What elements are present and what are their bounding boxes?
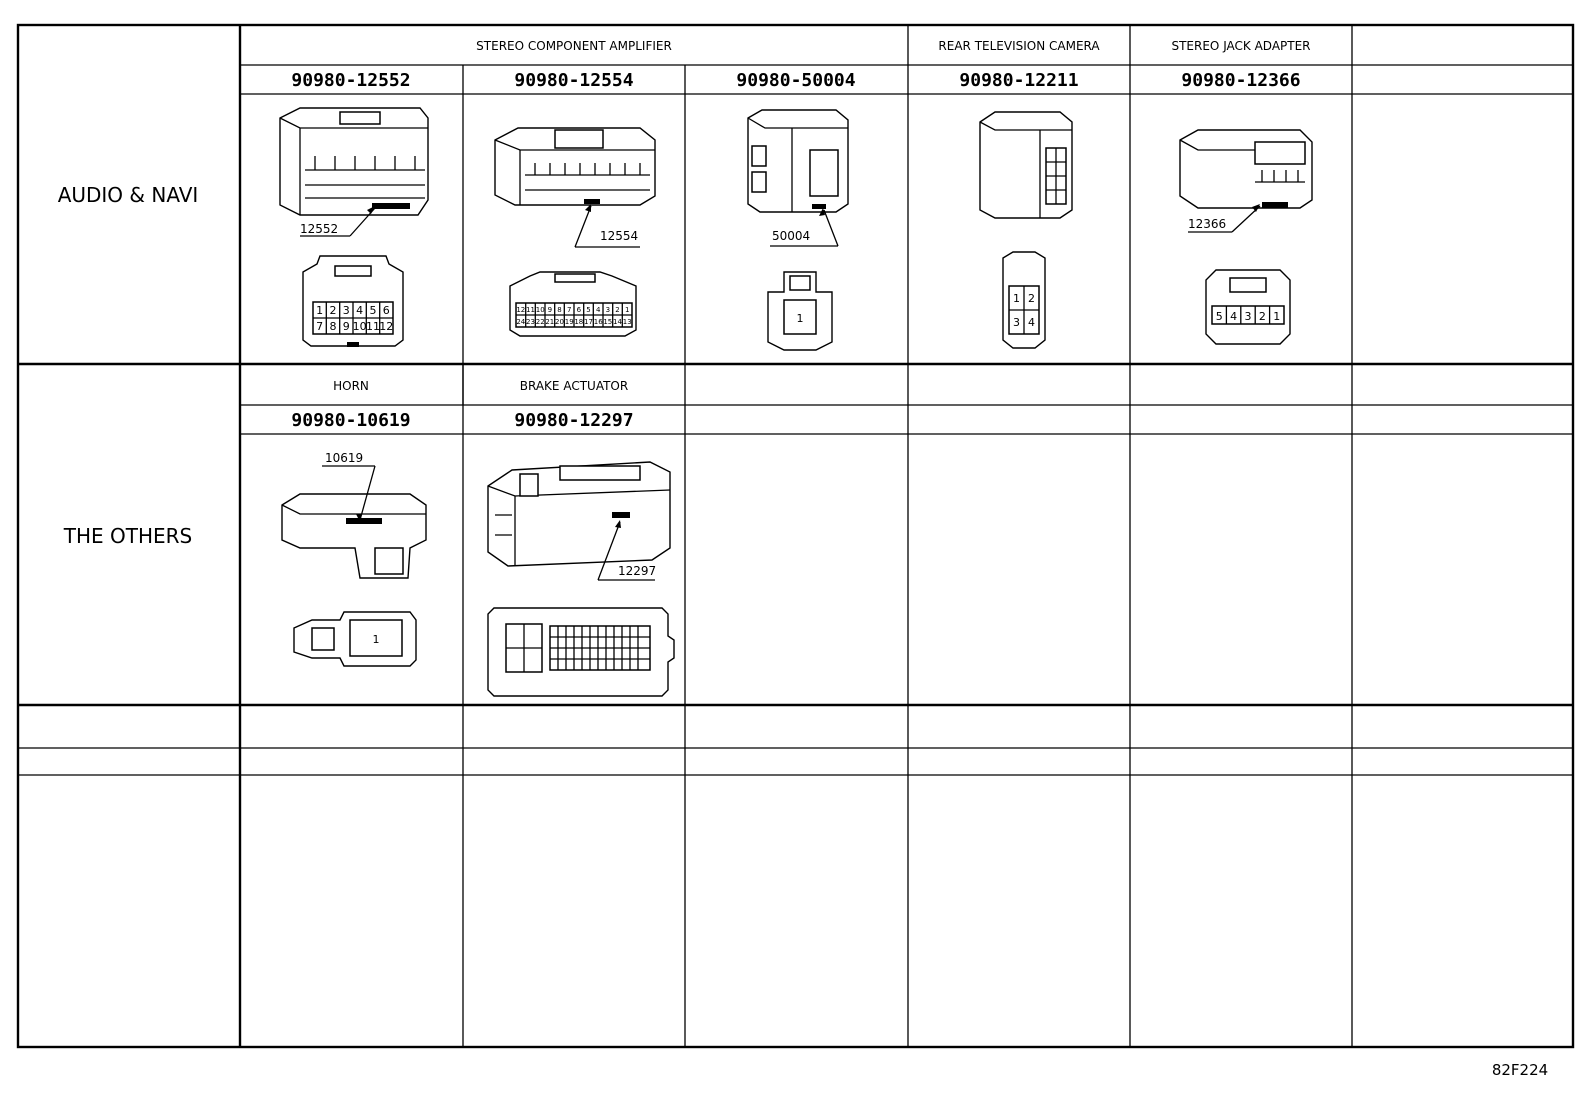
connector-10619-face <box>294 612 416 666</box>
pin-label: 1 <box>624 306 630 314</box>
group-label-others: THE OTHERS <box>63 524 193 548</box>
pin-label: 12 <box>516 306 526 314</box>
header-stereo-jack: STEREO JACK ADAPTER <box>1171 39 1311 53</box>
pin-label: 17 <box>584 318 593 326</box>
pin-label: 11 <box>366 320 380 333</box>
pin-label: 15 <box>603 318 613 326</box>
part-number-12366: 90980-12366 <box>1181 70 1301 91</box>
connector-50004-face <box>768 272 832 350</box>
pin-label: 10 <box>535 306 545 314</box>
connector-50004-drawing <box>748 110 848 246</box>
connector-12554-drawing <box>495 128 655 247</box>
callout-50004: 50004 <box>772 229 811 243</box>
connector-12211-drawing <box>980 112 1072 218</box>
pin-label: 19 <box>564 318 574 326</box>
pin-label: 21 <box>545 318 555 326</box>
pin-label: 5 <box>586 306 591 314</box>
pin-label: 4 <box>1230 310 1238 323</box>
connector-12552-drawing <box>280 108 428 236</box>
pin-label: 5 <box>369 304 377 317</box>
pin-label: 2 <box>1028 292 1035 305</box>
pin-label: 16 <box>593 318 603 326</box>
callout-12297: 12297 <box>618 564 657 578</box>
pin-label: 1 <box>316 304 324 317</box>
header-horn: HORN <box>333 379 369 393</box>
pin-label: 6 <box>382 304 390 317</box>
pin-label: 4 <box>356 304 364 317</box>
connector-12366-face <box>1206 270 1290 344</box>
connector-12297-face <box>488 608 674 696</box>
part-number-12554: 90980-12554 <box>514 70 634 91</box>
pin-label: 11 <box>526 306 535 314</box>
pin-label: 24 <box>516 318 526 326</box>
part-number-12297: 90980-12297 <box>514 410 634 431</box>
pin-label: 8 <box>557 306 562 314</box>
figure-code: 82F224 <box>1491 1061 1549 1079</box>
callout-12366: 12366 <box>1188 217 1227 231</box>
pin-label: 20 <box>555 318 564 326</box>
pin-label: 1 <box>1013 292 1020 305</box>
callout-12552: 12552 <box>300 222 339 236</box>
pin-label: 2 <box>615 306 620 314</box>
pin-label: 3 <box>1244 310 1252 323</box>
pin-label: 3 <box>605 306 611 314</box>
pin-label: 3 <box>342 304 350 317</box>
connector-12366-drawing <box>1180 130 1312 232</box>
connector-12211-face <box>1003 252 1045 348</box>
part-number-12552: 90980-12552 <box>291 70 411 91</box>
connector-12554-face <box>510 272 636 336</box>
callout-12554: 12554 <box>600 229 639 243</box>
pin-label: 13 <box>622 318 632 326</box>
header-brake-actuator: BRAKE ACTUATOR <box>519 379 629 393</box>
part-number-12211: 90980-12211 <box>959 70 1079 91</box>
pin-label: 9 <box>547 306 553 314</box>
pin-label: 1 <box>372 633 380 646</box>
pin-label: 7 <box>566 306 572 314</box>
pin-label: 9 <box>342 320 350 333</box>
pin-label: 2 <box>1258 310 1266 323</box>
pin-label: 4 <box>595 306 601 314</box>
callout-10619: 10619 <box>325 451 364 465</box>
pin-label: 5 <box>1215 310 1223 323</box>
pin-label: 12 <box>379 320 394 333</box>
pin-label: 6 <box>576 306 582 314</box>
pin-label: 23 <box>526 318 535 326</box>
connector-12297-drawing <box>488 462 670 580</box>
pin-label: 14 <box>613 318 622 326</box>
part-number-10619: 90980-10619 <box>291 410 411 431</box>
pin-label: 1 <box>796 312 804 325</box>
header-rear-camera: REAR TELEVISION CAMERA <box>938 39 1100 53</box>
pin-label: 10 <box>352 320 367 333</box>
pin-label: 2 <box>329 304 337 317</box>
part-number-50004: 90980-50004 <box>736 70 856 91</box>
connector-10619-drawing <box>282 451 426 578</box>
pin-label: 18 <box>574 318 584 326</box>
pin-label: 8 <box>329 320 337 333</box>
pin-label: 7 <box>316 320 324 333</box>
pin-label: 3 <box>1013 316 1020 329</box>
header-stereo-amplifier: STEREO COMPONENT AMPLIFIER <box>476 39 672 53</box>
pin-label: 4 <box>1028 316 1035 329</box>
connector-12552-face <box>303 256 403 347</box>
group-label-audio-navi: AUDIO & NAVI <box>57 183 199 207</box>
pin-label: 22 <box>535 318 545 326</box>
pin-label: 1 <box>1273 310 1281 323</box>
